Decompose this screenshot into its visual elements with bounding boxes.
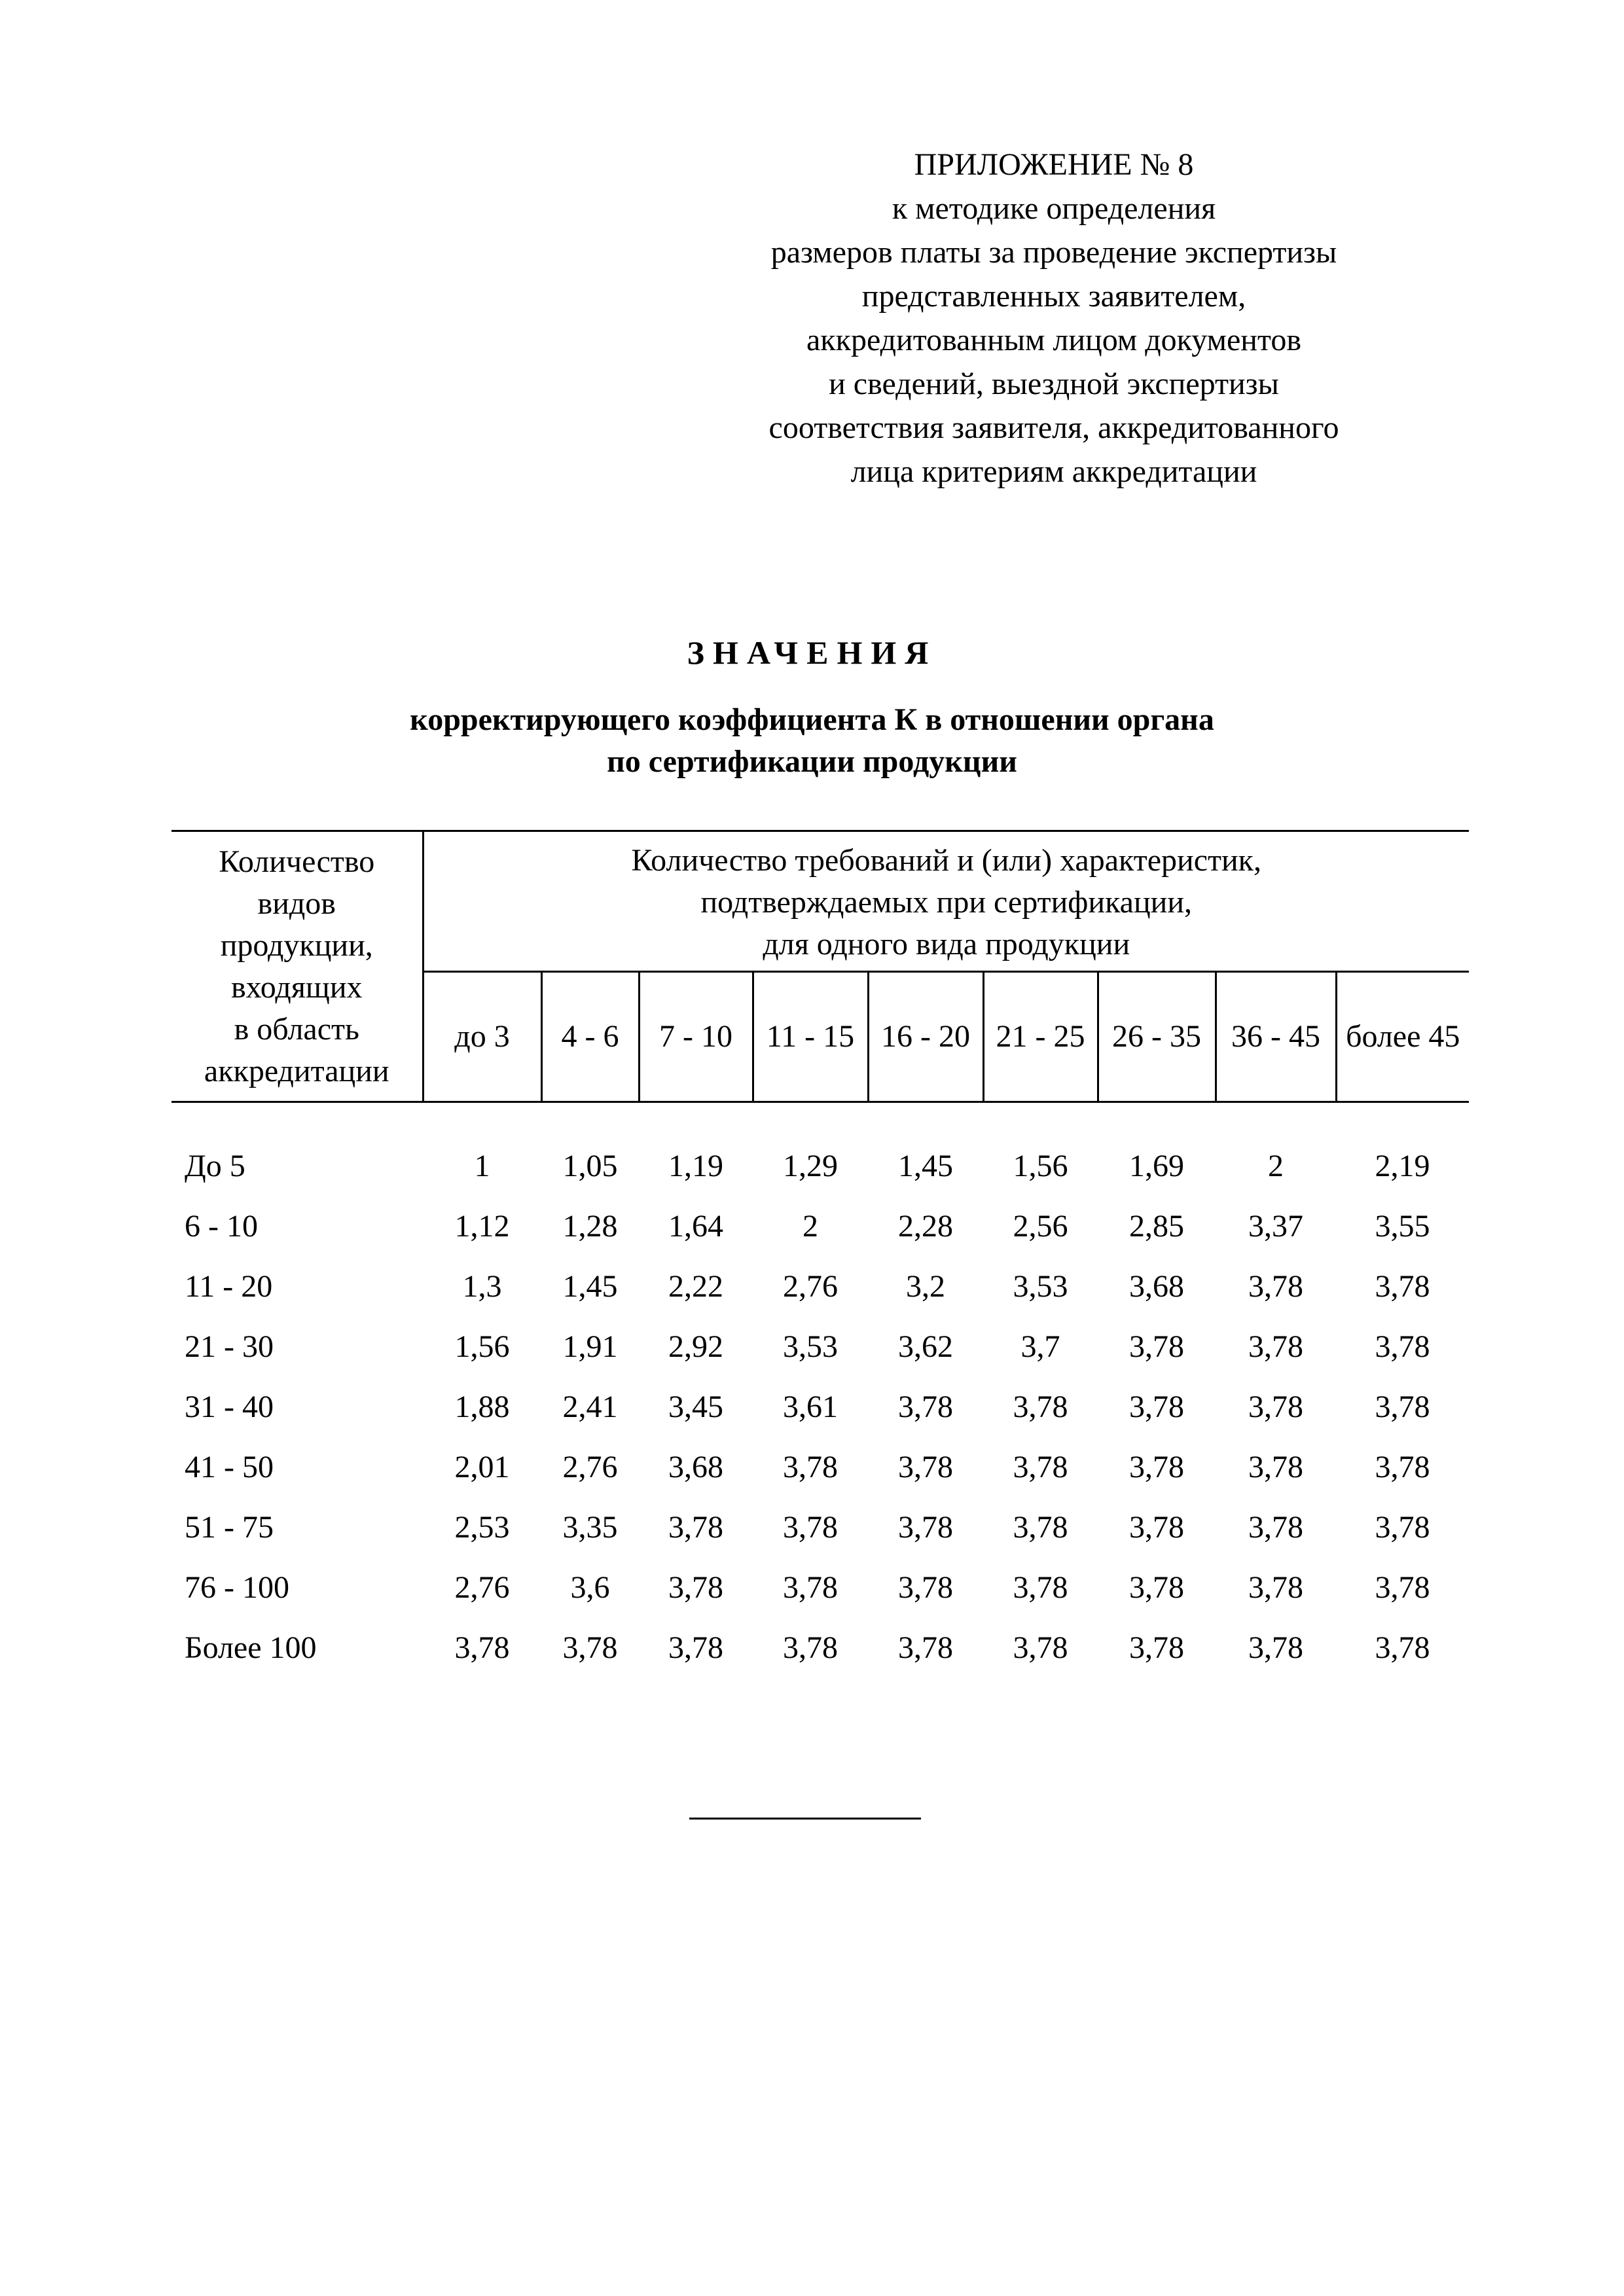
table-cell: 3,78 — [1375, 1630, 1430, 1665]
column-header: 7 - 10 — [639, 972, 753, 1102]
table-cell: 3,78 — [1129, 1389, 1184, 1424]
table-cell: 3,62 — [898, 1329, 953, 1364]
table-row — [171, 1437, 1469, 1497]
table-cell: 3,78 — [1375, 1389, 1430, 1424]
table-cell: 1,19 — [668, 1148, 723, 1183]
table-cell: 3,78 — [454, 1630, 510, 1665]
table-cell: 2,41 — [562, 1389, 618, 1424]
table-cell: 3,78 — [1248, 1570, 1303, 1605]
column-header: 16 - 20 — [868, 972, 983, 1102]
table-cell: 3,78 — [1129, 1449, 1184, 1484]
table-cell: 3,78 — [1248, 1509, 1303, 1545]
table-cell: 3,78 — [898, 1449, 953, 1484]
table-cell: 3,78 — [783, 1509, 838, 1545]
table-cell: 1,12 — [454, 1208, 510, 1244]
column-header: до 3 — [423, 972, 541, 1102]
table-cell: 1,56 — [1013, 1148, 1068, 1183]
table-cell: 3,6 — [570, 1570, 610, 1605]
table-cell: 3,53 — [783, 1329, 838, 1364]
table-cell: 1,28 — [562, 1208, 618, 1244]
table-cell: 3,78 — [1248, 1329, 1303, 1364]
end-divider — [689, 1818, 921, 1820]
table-cell: 1,45 — [898, 1148, 953, 1183]
table-cell: 3,78 — [1248, 1268, 1303, 1304]
table-row — [171, 1136, 1469, 1196]
row-label: 51 - 75 — [185, 1509, 274, 1545]
coefficient-table — [171, 830, 1469, 1677]
table-cell: 3,78 — [898, 1570, 953, 1605]
table-cell: 3,78 — [1375, 1268, 1430, 1304]
table-cell: 1,05 — [562, 1148, 618, 1183]
table-cell: 3,53 — [1013, 1268, 1068, 1304]
table-cell: 3,78 — [898, 1389, 953, 1424]
table-row — [171, 1316, 1469, 1376]
document-subtitle — [0, 699, 1624, 783]
table-cell: 3,78 — [783, 1630, 838, 1665]
table-cell: 1 — [474, 1148, 490, 1183]
table-cell: 3,37 — [1248, 1208, 1303, 1244]
appendix-line: лица критериям аккредитации — [850, 454, 1257, 489]
table-cell: 3,78 — [783, 1570, 838, 1605]
table-cell: 2,53 — [454, 1509, 510, 1545]
table-cell: 3,78 — [898, 1630, 953, 1665]
column-header: 36 - 45 — [1216, 972, 1336, 1102]
table-cell: 3,78 — [783, 1449, 838, 1484]
table-cell: 2,28 — [898, 1208, 953, 1244]
table-cell: 1,29 — [783, 1148, 838, 1183]
table-cell: 3,78 — [562, 1630, 618, 1665]
table-cell: 3,78 — [1129, 1509, 1184, 1545]
table-cell: 2,92 — [668, 1329, 723, 1364]
document-title: ЗНАЧЕНИЯ — [687, 634, 937, 671]
table-cell: 3,55 — [1375, 1208, 1430, 1244]
table-cell: 3,61 — [783, 1389, 838, 1424]
table-cell: 3,68 — [1129, 1268, 1184, 1304]
table-cell: 1,69 — [1129, 1148, 1184, 1183]
table-cell: 3,45 — [668, 1389, 723, 1424]
table-cell: 3,78 — [668, 1630, 723, 1665]
table-cell: 1,45 — [562, 1268, 618, 1304]
table-cell: 3,68 — [668, 1449, 723, 1484]
table-cell: 3,78 — [1013, 1449, 1068, 1484]
table-cell: 2 — [1268, 1148, 1284, 1183]
table-cell: 3,78 — [1375, 1449, 1430, 1484]
table-cell: 1,88 — [454, 1389, 510, 1424]
table-cell: 1,91 — [562, 1329, 618, 1364]
table-cell: 3,78 — [1129, 1630, 1184, 1665]
table-cell: 3,78 — [1375, 1329, 1430, 1364]
table-cell: 3,78 — [1248, 1630, 1303, 1665]
table-cell: 3,2 — [906, 1268, 945, 1304]
table-cell: 2,76 — [783, 1268, 838, 1304]
table-cell: 3,78 — [668, 1570, 723, 1605]
table-cell: 3,78 — [668, 1509, 723, 1545]
group-header: Количество требований и (или) характеристик, подтверждаемых при сертификации, для одного вида продукции — [423, 831, 1469, 972]
row-label: До 5 — [185, 1148, 245, 1183]
appendix-header — [681, 143, 1427, 493]
table-row — [171, 1376, 1469, 1437]
table-cell: 2,56 — [1013, 1208, 1068, 1244]
column-header: более 45 — [1336, 972, 1469, 1102]
table-cell: 3,78 — [1375, 1509, 1430, 1545]
row-label: 31 - 40 — [185, 1389, 274, 1424]
row-label: 11 - 20 — [185, 1268, 273, 1304]
table-cell: 3,78 — [1129, 1570, 1184, 1605]
table-row — [171, 1617, 1469, 1677]
row-label: 41 - 50 — [185, 1449, 274, 1484]
row-header: Количество видов продукции, входящих в область аккредитации — [171, 831, 423, 1102]
table-cell: 3,78 — [898, 1509, 953, 1545]
table-cell: 1,64 — [668, 1208, 723, 1244]
table-cell: 1,56 — [454, 1329, 510, 1364]
table-cell: 3,78 — [1013, 1630, 1068, 1665]
table-cell: 3,78 — [1248, 1449, 1303, 1484]
table-row — [171, 1256, 1469, 1316]
table-row — [171, 1196, 1469, 1256]
row-label: 21 - 30 — [185, 1329, 274, 1364]
table-cell: 2,85 — [1129, 1208, 1184, 1244]
table-row — [171, 1557, 1469, 1617]
table-cell: 3,78 — [1129, 1329, 1184, 1364]
table-cell: 1,3 — [462, 1268, 502, 1304]
subtitle-line: корректирующего коэффициента К в отношении органа — [410, 702, 1214, 737]
appendix-line: и сведений, выездной экспертизы — [829, 367, 1279, 401]
table-cell: 3,35 — [562, 1509, 618, 1545]
table-cell: 3,78 — [1013, 1389, 1068, 1424]
table-cell: 2,01 — [454, 1449, 510, 1484]
appendix-line: к методике определения — [892, 191, 1216, 226]
subtitle-line: по сертификации продукции — [607, 744, 1017, 779]
table-cell: 2,76 — [454, 1570, 510, 1605]
appendix-number: ПРИЛОЖЕНИЕ № 8 — [914, 147, 1194, 182]
table-cell: 2,19 — [1375, 1148, 1430, 1183]
appendix-line: размеров платы за проведение экспертизы — [770, 235, 1337, 270]
table-cell: 3,78 — [1013, 1570, 1068, 1605]
table-cell: 3,7 — [1020, 1329, 1060, 1364]
column-header: 11 - 15 — [753, 972, 868, 1102]
table-row — [171, 1497, 1469, 1557]
table-cell: 2,76 — [562, 1449, 618, 1484]
appendix-line: соответствия заявителя, аккредитованного — [768, 410, 1339, 445]
column-header: 4 - 6 — [541, 972, 639, 1102]
table-cell: 3,78 — [1248, 1389, 1303, 1424]
table-cell: 3,78 — [1375, 1570, 1430, 1605]
table-cell: 2 — [803, 1208, 818, 1244]
row-label: 6 - 10 — [185, 1208, 258, 1244]
appendix-line: представленных заявителем, — [861, 279, 1246, 314]
row-label: 76 - 100 — [185, 1570, 289, 1605]
table-cell: 3,78 — [1013, 1509, 1068, 1545]
row-label: Более 100 — [185, 1630, 317, 1665]
appendix-line: аккредитованным лицом документов — [806, 323, 1301, 357]
column-header: 26 - 35 — [1098, 972, 1216, 1102]
column-header: 21 - 25 — [983, 972, 1098, 1102]
table-cell: 2,22 — [668, 1268, 723, 1304]
